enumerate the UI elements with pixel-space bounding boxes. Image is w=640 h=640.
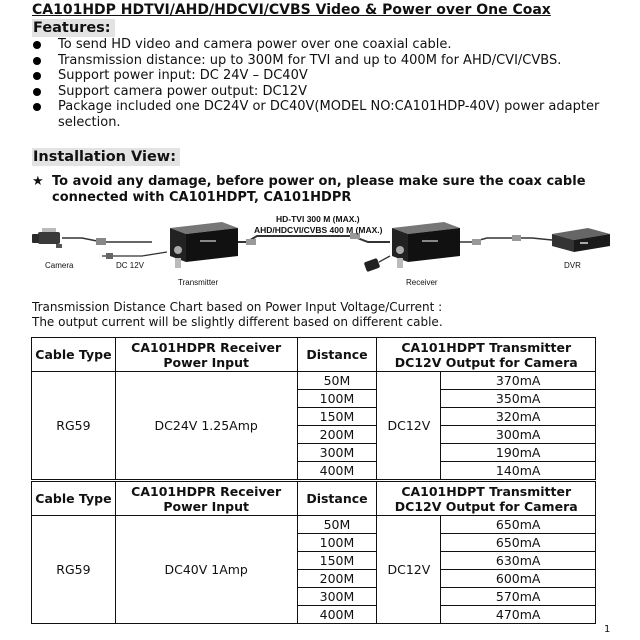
cable-type-cell: RG59: [32, 516, 116, 624]
distance-cell: 100M: [297, 390, 377, 408]
ahd-range-label: AHD/HDCVI/CVBS 400 M (MAX.): [254, 225, 383, 235]
coax-cable: [238, 236, 390, 242]
output-voltage-cell: DC12V: [377, 516, 441, 624]
distance-table-40v: [31, 481, 596, 624]
table-header-row: [32, 482, 596, 516]
bullet-icon: [33, 103, 41, 111]
distance-cell: 300M: [297, 588, 377, 606]
distance-cell: 150M: [297, 552, 377, 570]
dc-plug-icon: [106, 253, 113, 259]
tvi-range-label: HD-TVI 300 M (MAX.): [276, 214, 360, 224]
bullet-icon: [33, 57, 41, 65]
output-voltage-cell: DC12V: [377, 372, 441, 480]
current-cell: 350mA: [441, 390, 596, 408]
table-header-row: [32, 338, 596, 372]
transmitter-label: Transmitter: [178, 278, 219, 287]
transmitter-header: CA101HDPT Transmitter DC12V Output for Camera: [377, 482, 596, 516]
warning-text: To avoid any damage, before power on, please make sure the coax cable connected with CA101HDPT, CA101HDPR: [52, 174, 586, 205]
transmitter-header: CA101HDPT Transmitter DC12V Output for Camera: [377, 338, 596, 372]
video-cable: [62, 238, 152, 242]
cable-type-cell: RG59: [32, 372, 116, 480]
current-cell: 570mA: [441, 588, 596, 606]
bnc-connector-icon: [96, 238, 106, 245]
current-cell: 600mA: [441, 570, 596, 588]
power-warning: [32, 174, 632, 206]
current-cell: 320mA: [441, 408, 596, 426]
transmitter-icon: [170, 222, 238, 268]
table-row: [32, 516, 596, 534]
current-cell: 650mA: [441, 516, 596, 534]
current-cell: 140mA: [441, 462, 596, 480]
distance-table-24v: [31, 337, 596, 480]
document-title: CA101HDP HDTVI/AHD/HDCVI/CVBS Video & Power over One Coax: [32, 2, 551, 18]
installation-heading: Installation View:: [32, 148, 180, 166]
distance-cell: 100M: [297, 534, 377, 552]
distance-chart-caption: Transmission Distance Chart based on Power Input Voltage/Current : The output current will be slightly different based on different cable.: [32, 300, 443, 329]
camera-icon: [32, 228, 62, 248]
power-input-cell: DC24V 1.25Amp: [115, 372, 297, 480]
features-heading: Features:: [32, 19, 115, 37]
current-cell: 650mA: [441, 534, 596, 552]
table-row: [32, 372, 596, 390]
dvr-label: DVR: [564, 261, 581, 270]
current-cell: 300mA: [441, 426, 596, 444]
cable-type-header: Cable Type: [32, 338, 116, 372]
feature-item: Package included one DC24V or DC40V(MODEL NO:CA101HDP-40V) power adapter selection.: [32, 99, 632, 130]
distance-header: Distance: [297, 338, 377, 372]
installation-diagram: [32, 212, 612, 292]
power-input-cell: DC40V 1Amp: [115, 516, 297, 624]
receiver-header: CA101HDPR Receiver Power Input: [115, 482, 297, 516]
current-cell: 370mA: [441, 372, 596, 390]
camera-label: Camera: [45, 261, 74, 270]
feature-item: To send HD video and camera power over one coaxial cable.: [32, 37, 632, 53]
distance-cell: 200M: [297, 426, 377, 444]
dc12v-label: DC 12V: [116, 261, 145, 270]
feature-item: Support power input: DC 24V – DC40V: [32, 68, 632, 84]
distance-cell: 400M: [297, 606, 377, 624]
feature-item: Support camera power output: DC12V: [32, 84, 632, 100]
bullet-icon: [33, 41, 41, 49]
distance-cell: 50M: [297, 372, 377, 390]
distance-cell: 50M: [297, 516, 377, 534]
distance-cell: 400M: [297, 462, 377, 480]
receiver-icon: [392, 222, 460, 268]
power-adapter-icon: [364, 256, 390, 272]
distance-header: Distance: [297, 482, 377, 516]
bullet-icon: [33, 72, 41, 80]
feature-item: Transmission distance: up to 300M for TVI and up to 400M for AHD/CVI/CVBS.: [32, 53, 632, 69]
current-cell: 190mA: [441, 444, 596, 462]
distance-cell: 150M: [297, 408, 377, 426]
current-cell: 470mA: [441, 606, 596, 624]
star-icon: ★: [32, 174, 44, 189]
receiver-label: Receiver: [406, 278, 438, 287]
receiver-header: CA101HDPR Receiver Power Input: [115, 338, 297, 372]
diagram-graphic: [32, 212, 612, 292]
bullet-icon: [33, 88, 41, 96]
cable-type-header: Cable Type: [32, 482, 116, 516]
page-number: 1: [604, 624, 611, 635]
current-cell: 630mA: [441, 552, 596, 570]
dvr-icon: [552, 228, 610, 252]
distance-cell: 200M: [297, 570, 377, 588]
distance-cell: 300M: [297, 444, 377, 462]
features-list: [32, 37, 632, 131]
